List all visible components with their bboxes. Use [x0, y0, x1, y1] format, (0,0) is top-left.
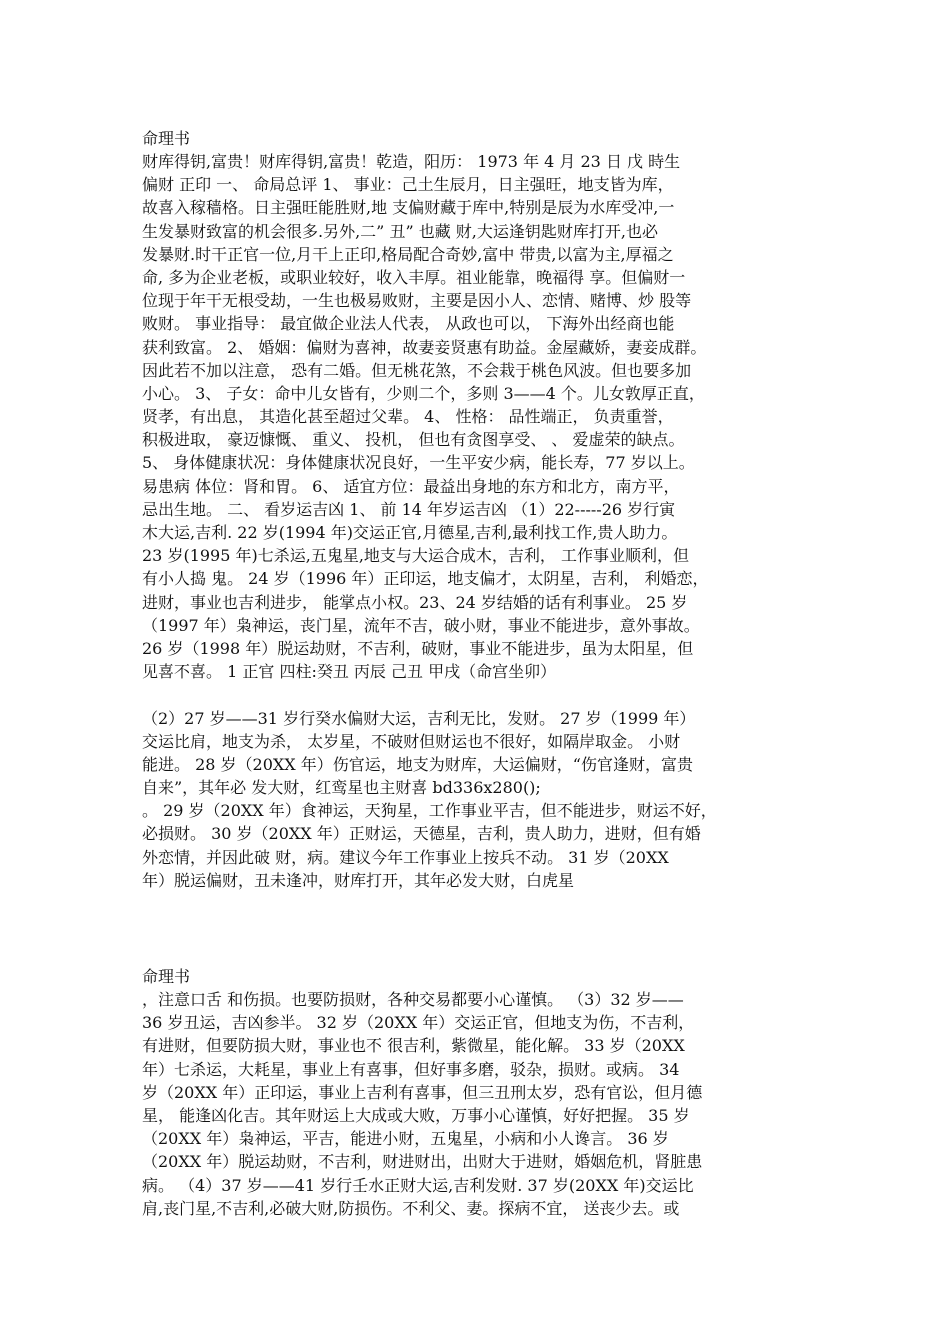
text-line: 有小人捣 鬼。 24 岁（1996 年）正印运，地支偏才，太阴星，吉利， 利婚恋， [142, 569, 709, 589]
text-line: 。 29 岁（20XX 年）食神运，天狗星，工作事业平吉，但不能进步，财运不好， [142, 801, 717, 821]
text-line: 见喜不喜。 1 正官 四柱:癸丑 丙辰 己丑 甲戌（命宫坐卯） [142, 662, 557, 682]
text-line: 因此若不加以注意， 恐有二婚。但无桃花煞，不会栽于桃色风波。但也要多加 [142, 360, 692, 380]
text-line: 积极进取， 豪迈慷慨、 重义、 投机， 但也有贪图享受、 、 爱虚荣的缺点。 [142, 430, 685, 450]
text-line: 26 岁（1998 年）脱运劫财，不吉利，破财，事业不能进步，虽为太阳星，但 [142, 638, 694, 658]
text-line: 贤孝，有出息， 其造化甚至超过父辈。 4、 性格： 品性端正， 负责重誉， [142, 407, 674, 427]
page-header: 命理书 [142, 967, 191, 986]
text-line: 岁（20XX 年）正印运，事业上吉利有喜事，但三丑刑太岁，恐有官讼，但月德 [142, 1082, 703, 1102]
text-line: 木大运,吉利. 22 岁(1994 年)交运正官,月德星,吉利,最利找工作,贵人助力。 [142, 523, 678, 542]
page-body-text [142, 988, 822, 1220]
text-line: 易患病 体位：肾和胃。 6、 适宜方位：最益出身地的东方和北方，南方平， [142, 476, 680, 496]
text-line: 5、 身体健康状况：身体健康状况良好，一生平安少病，能长寿，77 岁以上。 [142, 453, 695, 473]
text-line: 年）脱运偏财，丑未逢冲，财库打开，其年必发大财，白虎星 [142, 870, 575, 890]
text-line: 23 岁(1995 年)七杀运,五鬼星,地支与大运合成木，吉利， 工作事业顺利，但 [142, 546, 689, 566]
text-line: 故喜入稼穑格。日主强旺能胜财,地 支偏财藏于库中,特别是辰为水库受冲,一 [142, 198, 675, 218]
text-line: 命, 多为企业老板，或职业较好，收入丰厚。祖业能靠，晚福得 享。但偏财一 [142, 267, 686, 287]
text-line: 财库得钥,富贵！财库得钥,富贵！乾造，阳历： 1973 年 4 月 23 日 戊 時生 [142, 152, 681, 171]
text-line: 肩,丧门星,不吉利,必破大财,防损伤。不利父、妻。探病不宜， 送丧少去。或 [142, 1198, 680, 1218]
text-line: 败财。 事业指导： 最宜做企业法人代表， 从政也可以， 下海外出经商也能 [142, 314, 675, 334]
text-line: 病。 （4）37 岁——41 岁行壬水正财大运,吉利发财. 37 岁(20XX 年)交运比 [142, 1175, 694, 1195]
text-line: 36 岁丑运，吉凶参半。 32 岁（20XX 年）交运正官，但地支为伤，不吉利， [142, 1013, 695, 1033]
text-line: 外恋情，并因此破 财，病。建议今年工作事业上按兵不动。 31 岁（20XX [142, 847, 669, 867]
text-line: 获利致富。 2、 婚姻：偏财为喜神，故妻妾贤惠有助益。金屋藏娇，妻妾成群。 [142, 337, 707, 357]
text-line: （1997 年）枭神运，丧门星，流年不吉，破小财，事业不能进步，意外事故。 [142, 615, 700, 635]
text-line: 发暴财.时干正官一位,月干上正印,格局配合奇妙,富中 带贵,以富为主,厚福之 [142, 244, 674, 264]
text-line: （20XX 年）枭神运，平吉，能进小财，五鬼星，小病和小人谗言。 36 岁 [142, 1129, 669, 1149]
text-line: 交运比肩，地支为杀， 太岁星，不破财但财运也不很好，如隔岸取金。 小财 [142, 731, 681, 751]
text-line: 自来”，其年必 发大财，红鸾星也主财喜 bd336x280(); [142, 778, 541, 798]
text-line: （20XX 年）脱运劫财，不吉利，财进财出，出财大于进财，婚姻危机，肾脏患 [142, 1152, 703, 1172]
page-body-text [142, 150, 822, 892]
text-line: 必损财。 30 岁（20XX 年）正财运，天德星，吉利，贵人助力，进财，但有婚 [142, 824, 701, 844]
text-line: （2）27 岁——31 岁行癸水偏财大运，吉利无比，发财。 27 岁（1999 年） [142, 708, 696, 728]
text-line: 忌出生地。 二、 看岁运吉凶 1、 前 14 年岁运吉凶 （1）22-----26 岁行寅 [142, 499, 676, 519]
text-line: 小心。 3、 子女：命中儿女皆有，少则二个，多则 3——4 个。儿女敦厚正直， [142, 383, 705, 403]
text-line [142, 683, 822, 706]
text-line: 生发暴财致富的机会很多.另外,二” 丑” 也藏 财,大运逢钥匙财库打开,也必 [142, 221, 658, 241]
text-line: 星， 能逢凶化吉。其年财运上大成或大败，万事小心谨慎，好好把握。 35 岁 [142, 1105, 690, 1125]
text-line: 位现于年干无根受劫，一生也极易败财，主要是因小人、恋情、赌博、炒 股等 [142, 291, 692, 311]
page-header: 命理书 [142, 129, 191, 148]
text-line: 进财，事业也吉利进步， 能掌点小权。23、24 岁结婚的话有利事业。 25 岁 [142, 592, 688, 612]
text-line: 偏财 正印 一、 命局总评 1、 事业：己土生辰月，日主强旺，地支皆为库， [142, 175, 674, 195]
text-line: 有进财，但要防损大财，事业也不 很吉利，紫微星，能化解。 33 岁（20XX [142, 1036, 685, 1056]
text-line: ，注意口舌 和伤损。也要防损财，各种交易都要小心谨慎。 （3）32 岁—— [142, 990, 684, 1009]
text-line: 年）七杀运，大耗星，事业上有喜事，但好事多磨，驳杂，损财。或病。 34 [142, 1059, 680, 1079]
text-line: 能进。 28 岁（20XX 年）伤官运，地支为财库，大运偏财，“伤官逢财，富贵 [142, 754, 693, 774]
